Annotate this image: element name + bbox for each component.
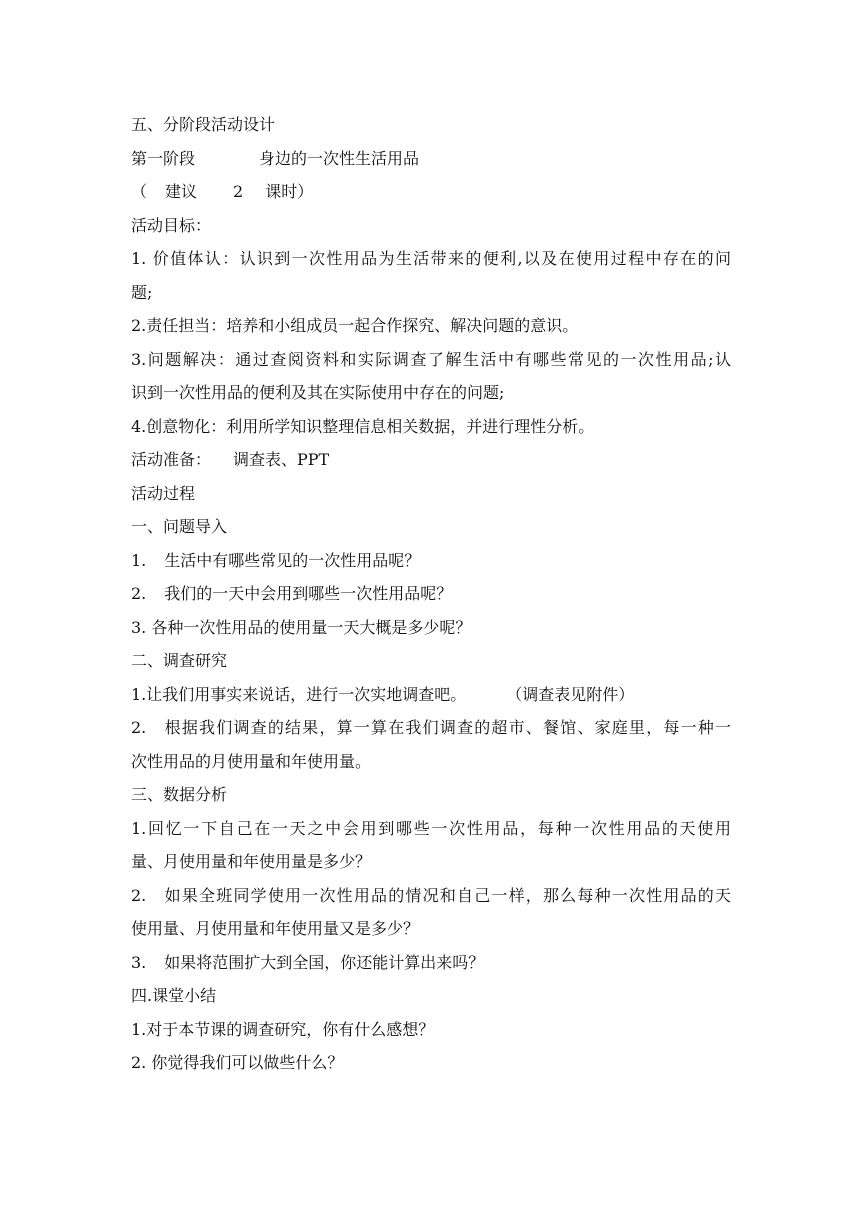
goal-3-line-1: 3.问题解决：通过查阅资料和实际调查了解生活中有哪些常见的一次性用品;认 xyxy=(131,349,731,369)
item-text: 各种一次性用品的使用量一天大概是多少呢？ xyxy=(151,617,472,637)
part2-item-2-line-1: 2. 根据我们调查的结果，算一算在我们调查的超市、餐馆、家庭里，每一种一 xyxy=(131,718,731,737)
part2-item-1 xyxy=(131,678,731,712)
item-text: 如果将范围扩大到全国，你还能计算出来吗？ xyxy=(164,952,485,972)
part2-item-2-line-2: 次性用品的月使用量和年使用量。 xyxy=(131,751,372,771)
stage-line xyxy=(131,142,731,176)
part3-item-2-line-1: 2. 如果全班同学使用一次性用品的情况和自己一样，那么每种一次性用品的天 xyxy=(131,885,731,905)
item-number: 2. xyxy=(131,584,147,603)
prep-label: 活动准备： xyxy=(131,450,212,469)
item-number: 3. xyxy=(131,952,147,972)
section-title: 五、分阶段活动设计 xyxy=(131,115,276,134)
suggest-open: （ xyxy=(131,182,148,201)
part3-item-2-line-2: 使用量、月使用量和年使用量又是多少？ xyxy=(131,919,420,938)
part3-item-1-line-1: 1.回忆一下自己在一天之中会用到哪些一次性用品，每种一次性用品的天使用 xyxy=(131,818,731,838)
item-number: 1. xyxy=(131,550,147,570)
item-note: （调查表见附件） xyxy=(506,684,635,704)
process-heading: 活动过程 xyxy=(131,483,196,503)
part3-heading: 三、数据分析 xyxy=(131,785,228,804)
part4-heading: 四.课堂小结 xyxy=(131,986,217,1005)
goal-2-line-1: 2.责任担当：培养和小组成员一起合作探究、解决问题的意识。 xyxy=(131,316,579,335)
suggest-line xyxy=(131,175,731,209)
part3-item-3 xyxy=(131,946,731,980)
goal-1-line-2: 题; xyxy=(131,282,153,302)
part1-item-2 xyxy=(131,577,731,611)
prep-line xyxy=(131,443,731,477)
part1-item-3 xyxy=(131,611,731,645)
item-number: 3. xyxy=(131,617,147,637)
part4-item-1: 1.对于本节课的调查研究，你有什么感想？ xyxy=(131,1019,435,1039)
item-text: 我们的一天中会用到哪些一次性用品呢？ xyxy=(164,584,453,603)
goal-1-line-1: 1. 价值体认：认识到一次性用品为生活带来的便利,以及在使用过程中存在的问 xyxy=(131,249,731,268)
goals-heading: 活动目标： xyxy=(131,215,212,235)
part1-heading: 一、问题导入 xyxy=(131,517,228,536)
prep-value: 调查表、PPT xyxy=(233,450,330,469)
suggest-unit: 课时） xyxy=(265,182,314,201)
part2-heading: 二、调查研究 xyxy=(131,651,228,670)
stage-title: 身边的一次性生活用品 xyxy=(259,148,420,168)
suggest-num: 2 xyxy=(233,182,244,201)
suggest-label: 建议 xyxy=(165,182,198,201)
goal-4-line-1: 4.创意物化：利用所学知识整理信息相关数据，并进行理性分析。 xyxy=(131,416,595,436)
part3-item-1-line-2: 量、月使用量和年使用量是多少？ xyxy=(131,852,372,871)
item-text: 生活中有哪些常见的一次性用品呢？ xyxy=(164,550,421,570)
goal-3-line-2: 识到一次性用品的便利及其在实际使用中存在的问题; xyxy=(131,383,505,402)
document-page xyxy=(131,108,731,1080)
part1-item-1 xyxy=(131,544,731,578)
part4-item-2: 2. 你觉得我们可以做些什么？ xyxy=(131,1053,344,1072)
stage-label: 第一阶段 xyxy=(131,148,196,168)
item-text: 1.让我们用事实来说话，进行一次实地调查吧。 xyxy=(131,684,467,704)
